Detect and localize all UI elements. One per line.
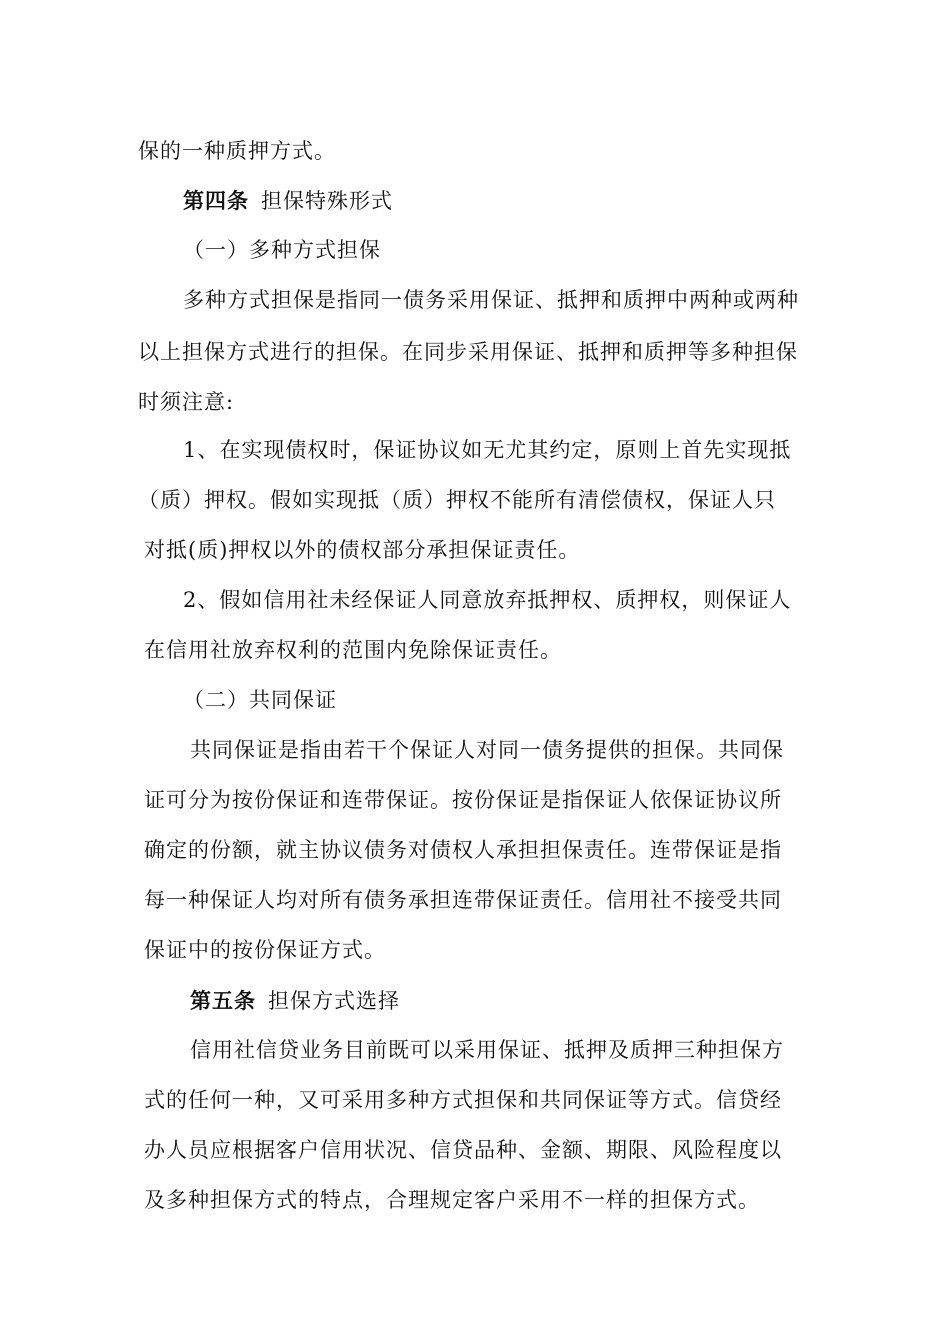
paragraph-line: 确定的份额，就主协议债务对债权人承担担保责任。连带保证是指: [144, 838, 782, 862]
article-4-title: 担保特殊形式: [261, 189, 393, 213]
paragraph-line: 多种方式担保是指同一债务采用保证、抵押和质押中两种或两种: [183, 288, 799, 312]
paragraph-line: 保证中的按份保证方式。: [144, 938, 386, 962]
paragraph-line: 时须注意:: [138, 390, 235, 414]
article-5-number: 第五条: [190, 988, 256, 1013]
list-item-line: 在信用社放弃权利的范围内免除保证责任。: [144, 638, 562, 662]
paragraph-line: 保的一种质押方式。: [138, 139, 336, 163]
section-1-title: （一）多种方式担保: [183, 238, 381, 262]
paragraph-line: 每一种保证人均对所有债务承担连带保证责任。信用社不接受共同: [144, 888, 782, 912]
paragraph-line: 证可分为按份保证和连带保证。按份保证是指保证人依保证协议所: [144, 788, 782, 812]
article-4-heading: [183, 190, 393, 212]
paragraph-line: 式的任何一种，又可采用多种方式担保和共同保证等方式。信贷经: [144, 1088, 782, 1112]
article-5-heading: [190, 990, 400, 1012]
paragraph-line: 以上担保方式进行的担保。在同步采用保证、抵押和质押等多种担保: [138, 340, 798, 364]
paragraph-line: 信用社信贷业务目前既可以采用保证、抵押及质押三种担保方: [190, 1038, 784, 1062]
list-item-line: 2、假如信用社未经保证人同意放弃抵押权、质押权，则保证人: [183, 588, 792, 612]
paragraph-line: 及多种担保方式的特点，合理规定客户采用不一样的担保方式。: [144, 1188, 760, 1212]
paragraph-line: 办人员应根据客户信用状况、信贷品种、金额、期限、风险程度以: [144, 1138, 782, 1162]
list-item-line: 对抵(质)押权以外的债权部分承担保证责任。: [144, 538, 581, 562]
section-2-title: （二）共同保证: [183, 688, 337, 712]
article-4-number: 第四条: [183, 188, 249, 213]
paragraph-line: 共同保证是指由若干个保证人对同一债务提供的担保。共同保: [190, 738, 784, 762]
article-5-title: 担保方式选择: [268, 989, 400, 1013]
list-item-line: （质）押权。假如实现抵（质）押权不能所有清偿债权，保证人只: [138, 488, 776, 512]
list-item-line: 1、在实现债权时，保证协议如无尤其约定，原则上首先实现抵: [183, 438, 792, 462]
